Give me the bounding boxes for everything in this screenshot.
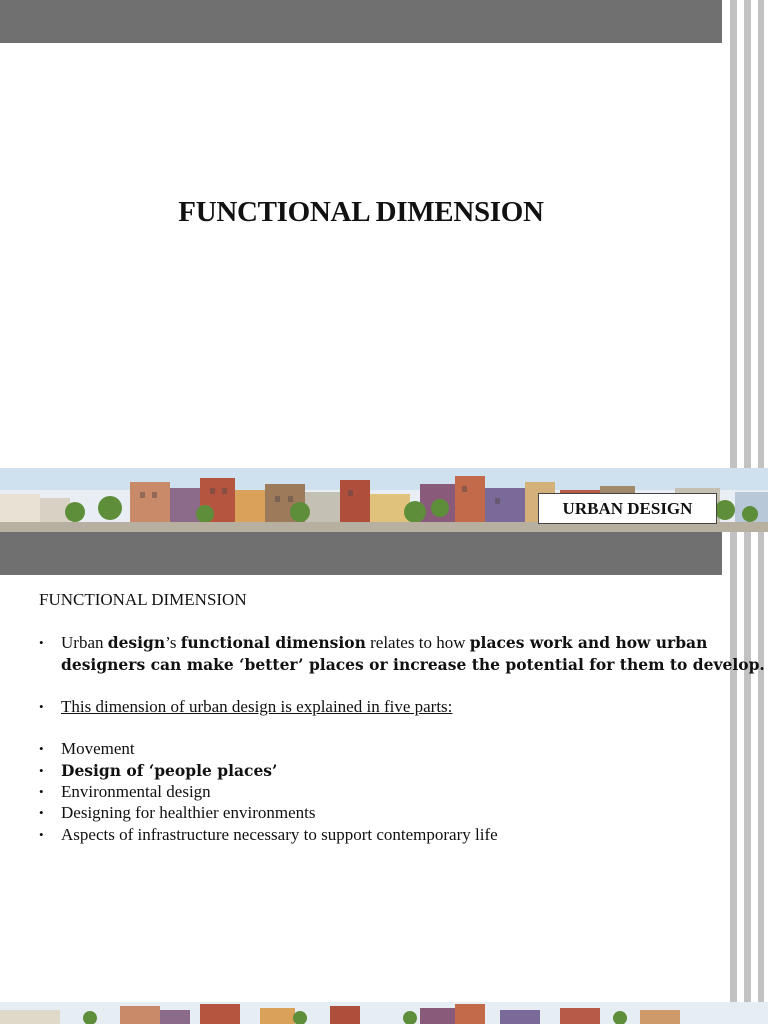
slide-2-heading: FUNCTIONAL DIMENSION xyxy=(39,590,247,609)
bullet-dot: • xyxy=(39,699,44,714)
part-item xyxy=(39,781,699,803)
five-parts-intro: This dimension of urban design is explained in five parts: xyxy=(61,697,453,716)
bullet-dot: • xyxy=(39,827,44,842)
bullet-line-1: Urban design’s functional dimension relates to how places work and how urban xyxy=(61,633,708,652)
part-label: Environmental design xyxy=(61,782,211,801)
bullet-line-2: designers can make ‘better’ places or increase the potential for them to develop. xyxy=(61,655,765,674)
bullet-dot: • xyxy=(39,805,44,820)
urban-design-label: URBAN DESIGN xyxy=(538,493,717,524)
part-item xyxy=(39,802,699,824)
bullet-five-parts xyxy=(39,696,699,718)
slide-2-top-bar xyxy=(0,532,722,575)
part-label: Movement xyxy=(61,739,135,758)
part-item xyxy=(39,824,699,846)
slide-1 xyxy=(0,0,722,532)
bullet-dot: • xyxy=(39,763,44,778)
slide-title: FUNCTIONAL DIMENSION xyxy=(178,196,544,228)
part-item xyxy=(39,738,699,760)
bullet-dot: • xyxy=(39,635,44,650)
part-label: Aspects of infrastructure necessary to support contemporary life xyxy=(61,825,498,844)
slide-1-top-bar xyxy=(0,0,722,43)
city-illustration-strip-bottom xyxy=(0,1002,768,1024)
bullet-dot: • xyxy=(39,741,44,756)
part-label: Design of ‘people places’ xyxy=(61,761,278,780)
part-item xyxy=(39,760,699,782)
bullet-dot: • xyxy=(39,784,44,799)
bullet-functional-dimension xyxy=(39,632,765,676)
part-label: Designing for healthier environments xyxy=(61,803,316,822)
